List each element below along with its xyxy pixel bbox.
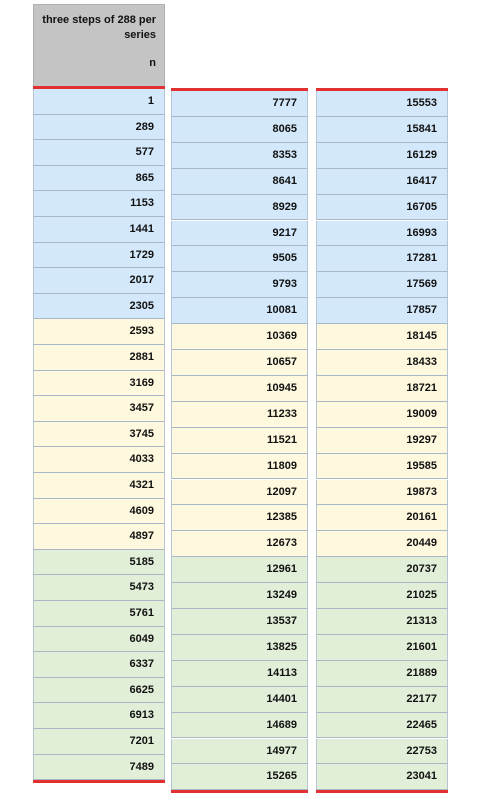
table-cell: 7489 (33, 755, 165, 781)
table-cell: 14689 (171, 713, 308, 739)
table-cell: 1729 (33, 243, 165, 269)
table-cell: 11233 (171, 402, 308, 428)
table-cell: 4897 (33, 524, 165, 550)
table-cell: 14977 (171, 739, 308, 765)
table-cell: 18433 (316, 350, 448, 376)
table-cell: 9793 (171, 272, 308, 298)
header-title: three steps of 288 per series (42, 14, 156, 41)
table-cell: 19873 (316, 480, 448, 506)
table-cell: 6049 (33, 627, 165, 653)
table-cell: 8641 (171, 169, 308, 195)
table-cell: 1153 (33, 191, 165, 217)
table-cell: 2305 (33, 294, 165, 320)
table-cell: 10657 (171, 350, 308, 376)
table-cell: 7201 (33, 729, 165, 755)
table-cell: 22753 (316, 739, 448, 765)
table-cell: 22465 (316, 713, 448, 739)
table-cell: 16993 (316, 221, 448, 247)
table-cell: 19297 (316, 428, 448, 454)
table-cell: 22177 (316, 687, 448, 713)
table-cell: 15841 (316, 117, 448, 143)
table-cell: 2881 (33, 345, 165, 371)
table-cell: 6913 (33, 703, 165, 729)
table-cell: 7777 (171, 91, 308, 117)
table-cell: 11809 (171, 454, 308, 480)
table-cell: 19585 (316, 454, 448, 480)
table-cell: 2593 (33, 319, 165, 345)
table-cell: 2017 (33, 268, 165, 294)
table-cell: 19009 (316, 402, 448, 428)
header-variable: n (149, 57, 156, 69)
table-cell: 3169 (33, 371, 165, 397)
table-cell: 865 (33, 166, 165, 192)
table-cell: 15265 (171, 764, 308, 790)
table-cell: 8353 (171, 143, 308, 169)
table-cell: 4321 (33, 473, 165, 499)
table-cell: 21025 (316, 583, 448, 609)
table-cell: 1441 (33, 217, 165, 243)
table-cell: 16417 (316, 169, 448, 195)
top-red-rule (171, 88, 308, 91)
table-cell: 17281 (316, 246, 448, 272)
table-cell: 289 (33, 115, 165, 141)
table-cell: 8929 (171, 195, 308, 221)
table-cell: 20161 (316, 505, 448, 531)
table-cell: 20737 (316, 557, 448, 583)
bottom-red-rule (33, 780, 165, 783)
table-cell: 17569 (316, 272, 448, 298)
bottom-red-rule (171, 790, 308, 793)
table-cell: 3457 (33, 396, 165, 422)
table-cell: 10369 (171, 324, 308, 350)
table-cell: 13825 (171, 635, 308, 661)
table-cell: 1 (33, 89, 165, 115)
table-cell: 9505 (171, 246, 308, 272)
table-cell: 16129 (316, 143, 448, 169)
table-cell: 577 (33, 140, 165, 166)
table-cell: 10945 (171, 376, 308, 402)
table-cell: 4033 (33, 447, 165, 473)
table-cell: 13537 (171, 609, 308, 635)
table-cell: 12961 (171, 557, 308, 583)
table-cell: 17857 (316, 298, 448, 324)
table-cell: 12097 (171, 480, 308, 506)
table-cell: 6337 (33, 652, 165, 678)
table-cell: 16705 (316, 195, 448, 221)
table-cell: 12673 (171, 531, 308, 557)
table-cell: 12385 (171, 505, 308, 531)
table-cell: 14113 (171, 661, 308, 687)
table-cell: 3745 (33, 422, 165, 448)
table-cell: 6625 (33, 678, 165, 704)
table-cell: 5473 (33, 575, 165, 601)
table-cell: 23041 (316, 764, 448, 790)
table-cell: 18145 (316, 324, 448, 350)
table-cell: 8065 (171, 117, 308, 143)
table-cell: 10081 (171, 298, 308, 324)
top-red-rule (33, 86, 165, 89)
table-cell: 13249 (171, 583, 308, 609)
table-cell: 11521 (171, 428, 308, 454)
table-cell: 21601 (316, 635, 448, 661)
table-cell: 5185 (33, 550, 165, 576)
table-cell: 4609 (33, 499, 165, 525)
bottom-red-rule (316, 790, 448, 793)
table-cell: 14401 (171, 687, 308, 713)
top-red-rule (316, 88, 448, 91)
table-cell: 21889 (316, 661, 448, 687)
table-cell: 18721 (316, 376, 448, 402)
table-cell: 5761 (33, 601, 165, 627)
table-cell: 15553 (316, 91, 448, 117)
table-cell: 20449 (316, 531, 448, 557)
table-cell: 21313 (316, 609, 448, 635)
column-header (33, 4, 165, 87)
table-cell: 9217 (171, 221, 308, 247)
